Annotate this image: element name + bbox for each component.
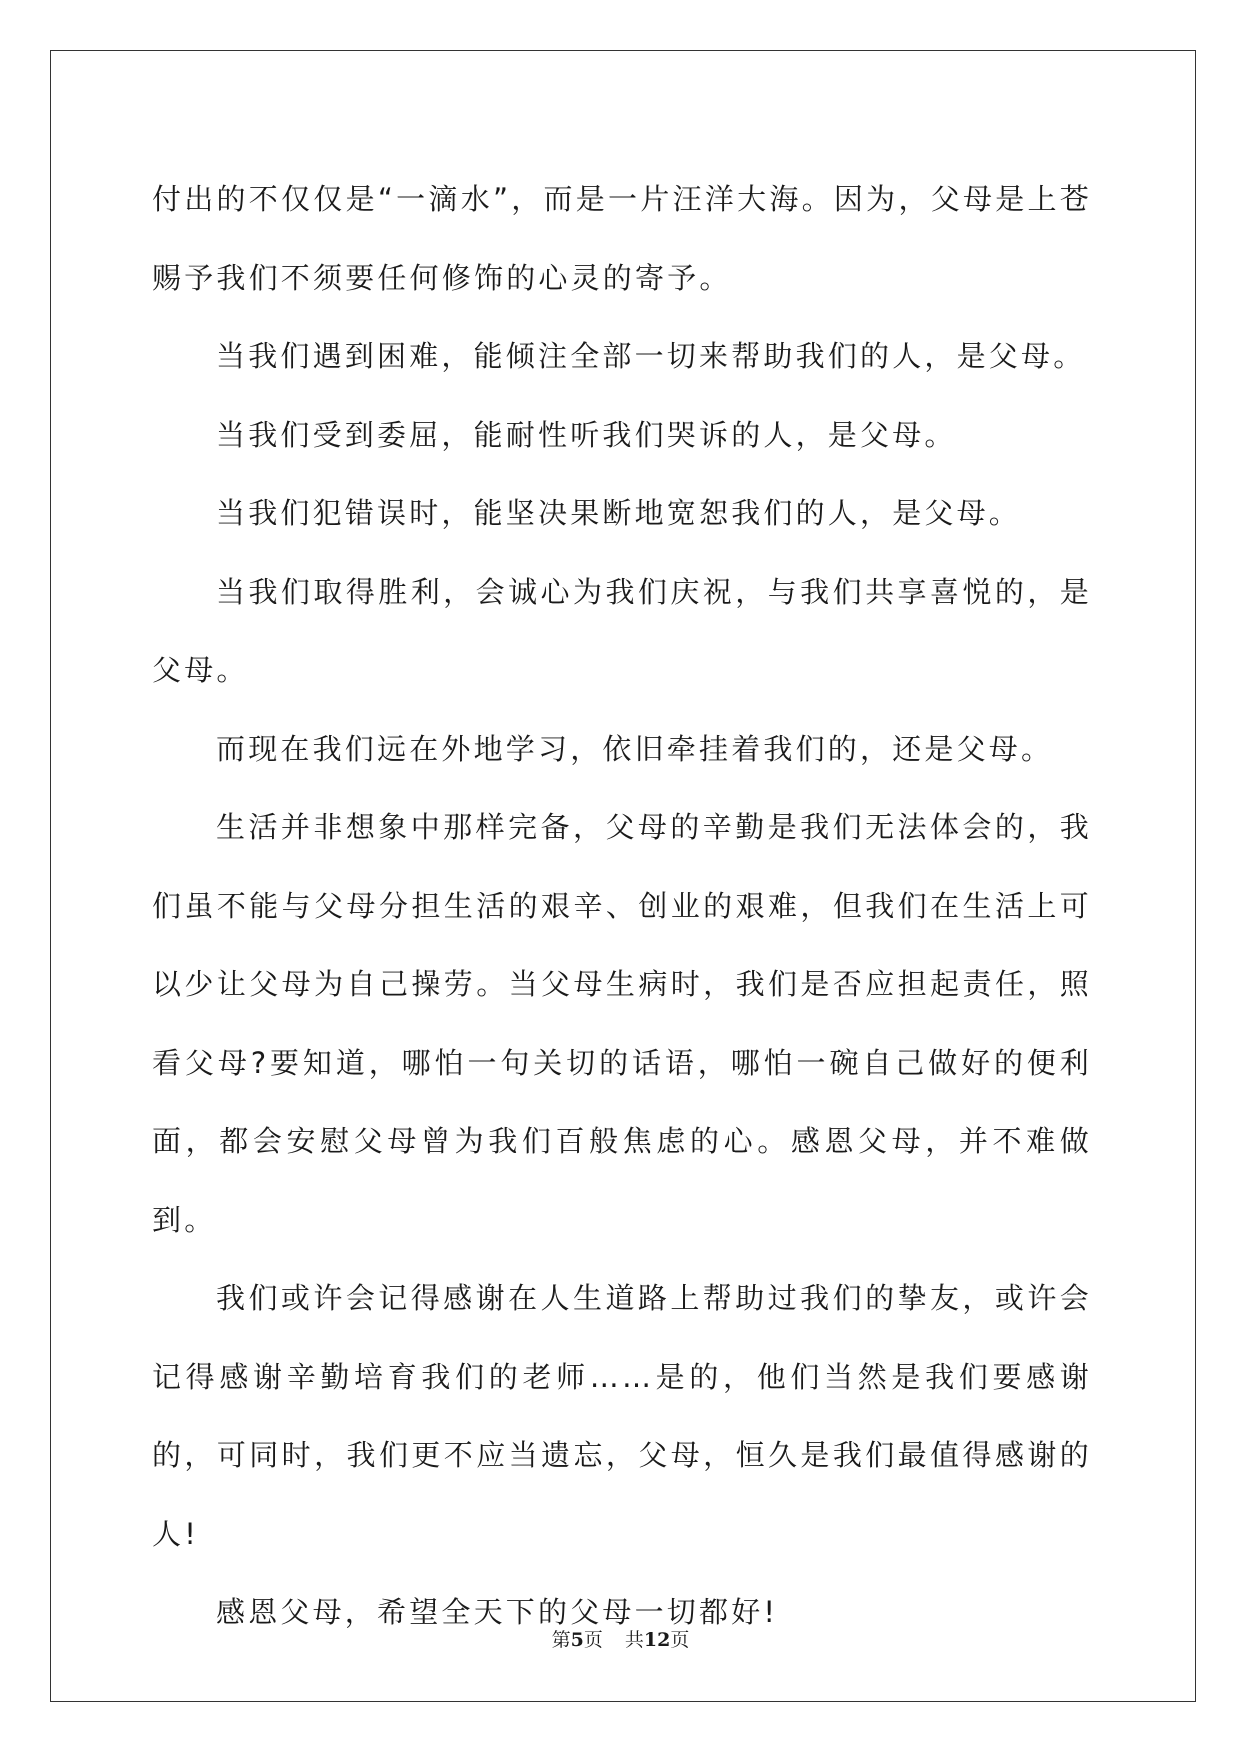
paragraph-2: 当我们遇到困难，能倾注全部一切来帮助我们的人，是父母。 [216, 339, 1086, 373]
paragraph-5: 当我们取得胜利，会诚心为我们庆祝，与我们共享喜悦的，是父母。 [152, 574, 1092, 687]
page-number: 5 [570, 1629, 584, 1651]
total-prefix: 共 [624, 1629, 644, 1651]
paragraph-3: 当我们受到委屈，能耐性听我们哭诉的人，是父母。 [216, 417, 957, 452]
total-pages: 12 [643, 1629, 671, 1651]
page-footer [0, 1625, 1241, 1652]
paragraph-8: 我们或许会记得感谢在人生道路上帮助过我们的挚友，或许会记得感谢辛勤培育我们的老师……是的，他们当然是我们要感谢的，可同时，我们更不应当遗忘，父母，恒久是我们最值得感谢的人! [152, 1281, 1092, 1551]
paragraph-4: 当我们犯错误时，能坚决果断地宽恕我们的人，是父母。 [216, 496, 1022, 530]
document-body [152, 160, 1092, 1652]
paragraph-1: 付出的不仅仅是“一滴水”，而是一片汪洋大海。因为，父母是上苍赐予我们不须要任何修饰的心灵的寄予。 [152, 182, 1092, 295]
paragraph-6: 而现在我们远在外地学习，依旧牵挂着我们的，还是父母。 [216, 731, 1054, 766]
total-suffix: 页 [670, 1629, 690, 1651]
paragraph-7: 生活并非想象中那样完备，父母的辛勤是我们无法体会的，我们虽不能与父母分担生活的艰辛、创业的艰难，但我们在生活上可以少让父母为自己操劳。当父母生病时，我们是否应担起责任，照看父母?要知道，哪怕一句关切的话语，哪怕一碗自己做好的便利面，都会安慰父母曾为我们百般焦虑的心。感恩父母，并不难做到。 [152, 810, 1092, 1237]
page-prefix: 第 [551, 1629, 571, 1651]
paragraph-9: 感恩父母，希望全天下的父母一切都好! [216, 1595, 779, 1629]
page-suffix: 页 [583, 1629, 603, 1651]
